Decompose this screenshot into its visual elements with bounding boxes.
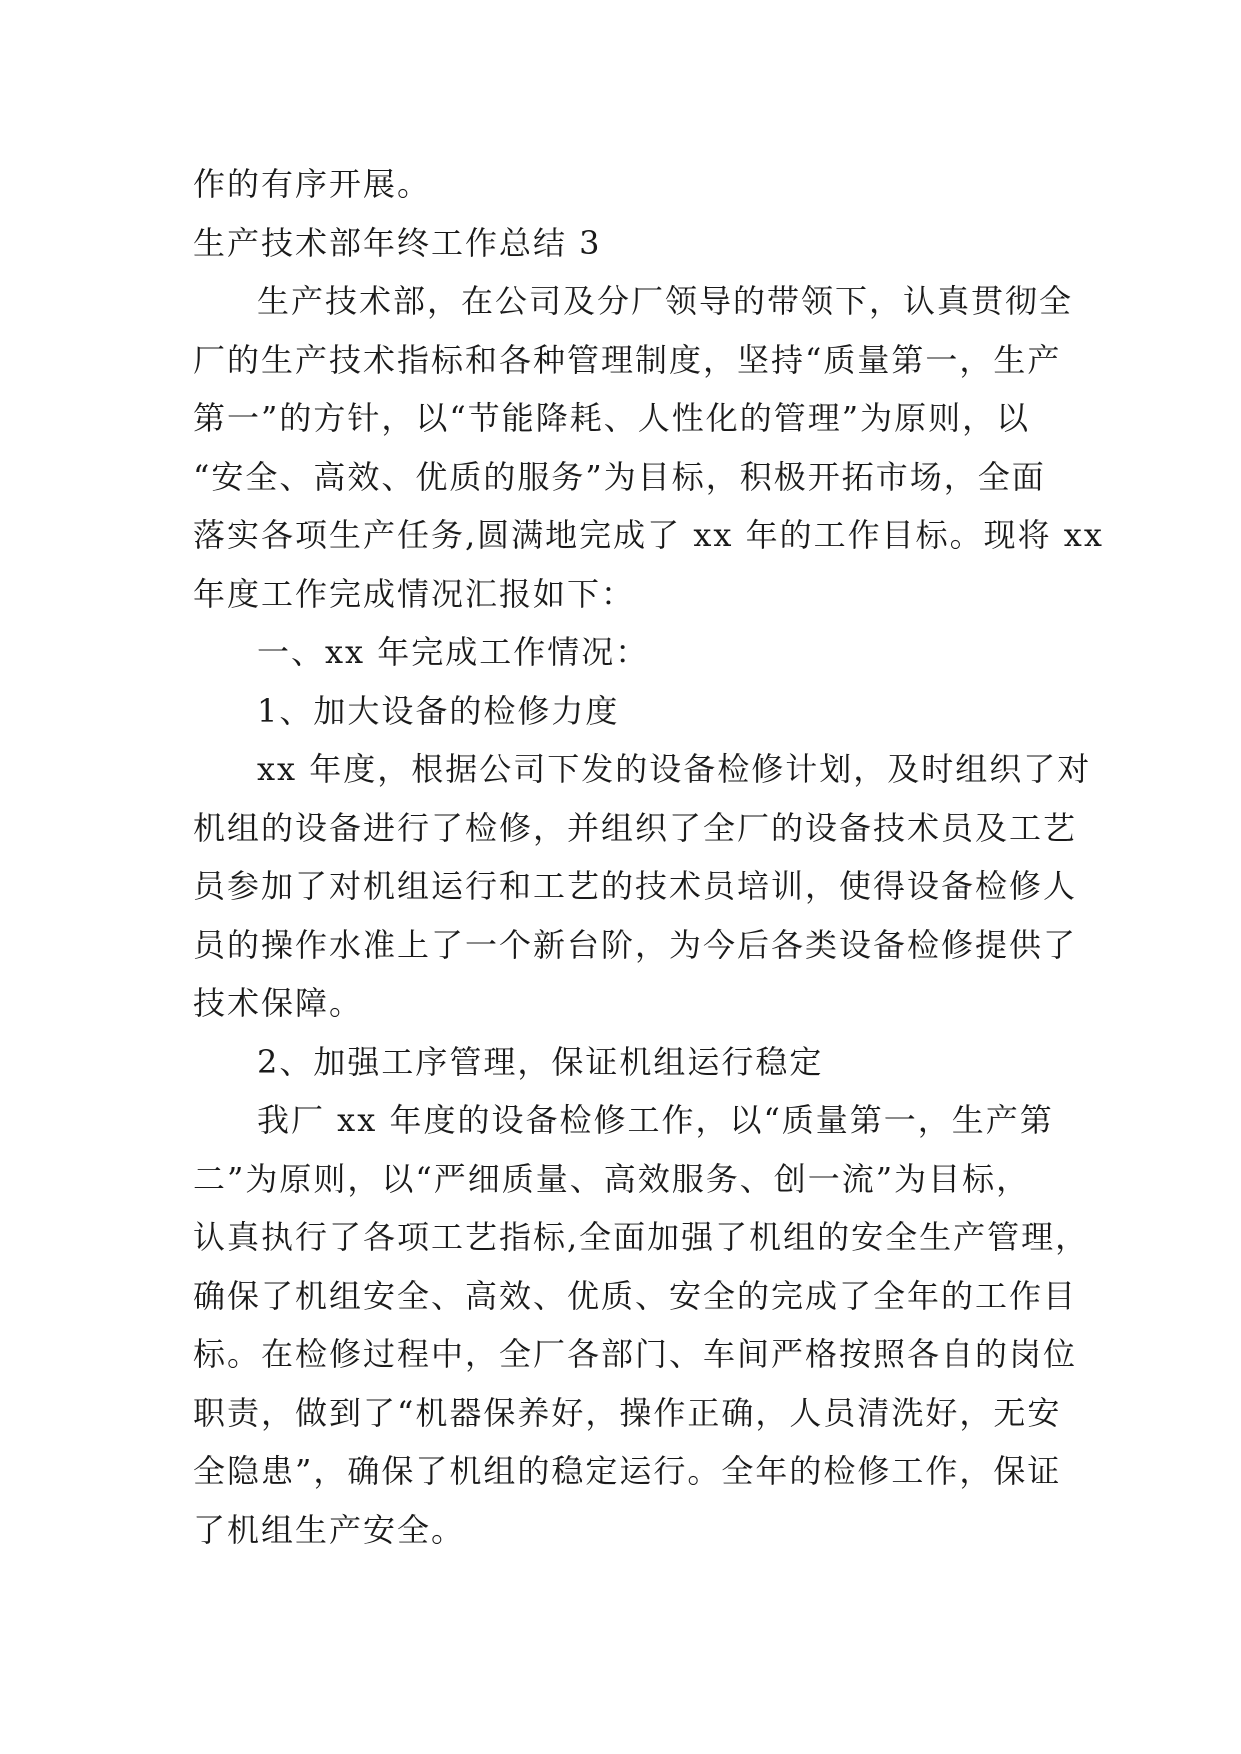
text-line: 认真执行了各项工艺指标,全面加强了机组的安全生产管理， [193, 1218, 1090, 1256]
text-line: 机组的设备进行了检修，并组织了全厂的设备技术员及工艺 [193, 808, 1078, 847]
subheading: 1、加大设备的检修力度 [257, 691, 620, 730]
text-line: 我厂 xx 年度的设备检修工作，以“质量第一，生产第 [257, 1101, 1054, 1139]
text-line: 职责，做到了“机器保养好，操作正确，人员清洗好，无安 [193, 1393, 1062, 1432]
text-line: 生产技术部，在公司及分厂领导的带领下，认真贯彻全 [257, 282, 1074, 320]
text-line: 员的操作水准上了一个新台阶，为今后各类设备检修提供了 [193, 925, 1078, 964]
subheading: 2、加强工序管理，保证机组运行稳定 [257, 1042, 824, 1081]
section-heading: 生产技术部年终工作总结 3 [193, 223, 602, 262]
text-line: 技术保障。 [193, 984, 364, 1022]
text-line: 确保了机组安全、高效、优质、安全的完成了全年的工作目 [193, 1276, 1078, 1315]
text-line: xx 年度，根据公司下发的设备检修计划，及时组织了对 [257, 750, 1092, 788]
text-line: 了机组生产安全。 [193, 1510, 466, 1549]
text-line: 员参加了对机组运行和工艺的技术员培训，使得设备检修人 [193, 867, 1078, 905]
document-body [193, 155, 1104, 1559]
text-line: 第一”的方针，以“节能降耗、人性化的管理”为原则，以 [193, 399, 1031, 437]
text-line: 落实各项生产任务,圆满地完成了 xx 年的工作目标。现将 xx [193, 516, 1104, 554]
subheading: 一、xx 年完成工作情况： [257, 633, 650, 671]
text-line: 作的有序开展。 [193, 165, 432, 203]
text-line: 全隐患”，确保了机组的稳定运行。全年的检修工作，保证 [193, 1452, 1062, 1490]
text-line: “安全、高效、优质的服务”为目标，积极开拓市场，全面 [193, 457, 1046, 496]
text-line: 厂的生产技术指标和各种管理制度，坚持“质量第一，生产 [193, 340, 1062, 379]
text-line: 年度工作完成情况汇报如下： [193, 574, 636, 613]
text-line: 标。在检修过程中，全厂各部门、车间严格按照各自的岗位 [193, 1335, 1078, 1373]
text-line: 二”为原则，以“严细质量、高效服务、创一流”为目标， [193, 1159, 1031, 1198]
